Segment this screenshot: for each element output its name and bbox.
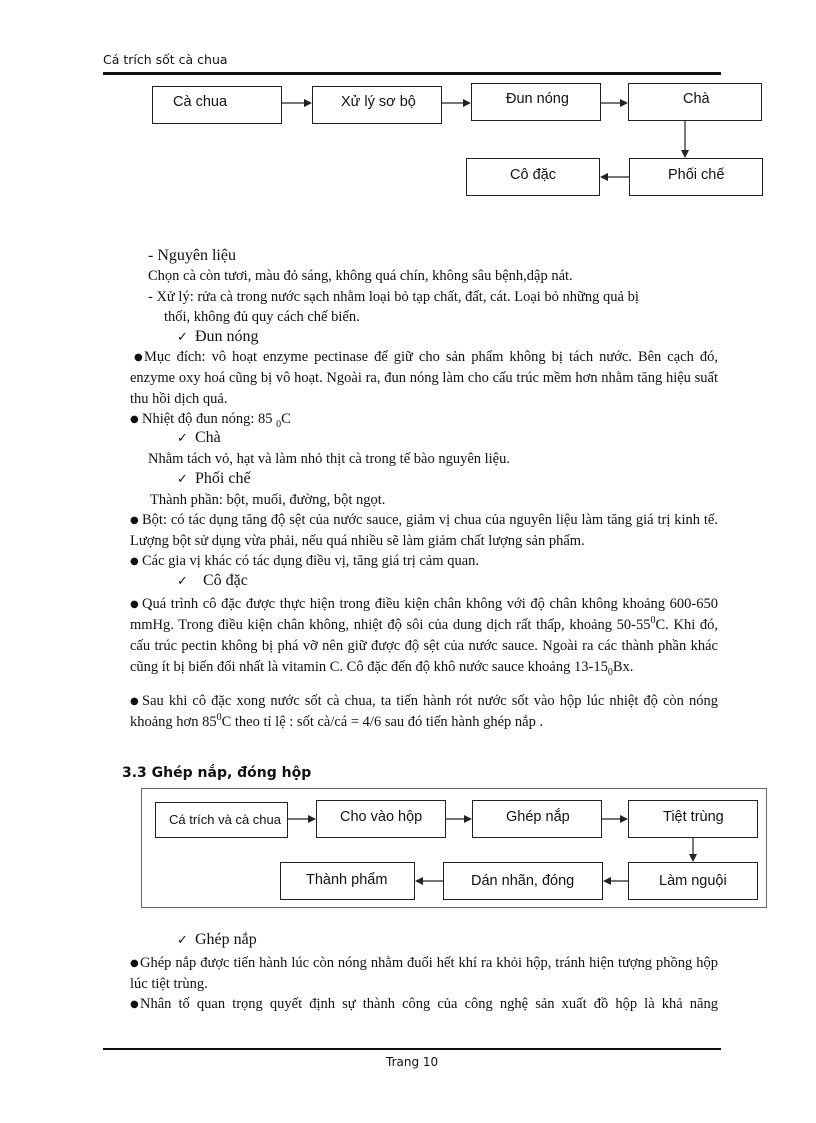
raw-material-heading: - Nguyên liệu <box>148 247 236 264</box>
processing-text-cont: thối, không đủ quy cách chế biến. <box>164 309 360 325</box>
flow-box-label: Chà <box>683 91 710 107</box>
flow-box-label: Dán nhãn, đóng <box>471 873 575 889</box>
flow-box-label: Đun nóng <box>506 91 569 107</box>
flow-arrows <box>0 0 816 220</box>
flow-box-label: Cá trích và cà chua <box>169 812 281 827</box>
section-title: 3.3 Ghép nắp, đóng hộp <box>122 765 312 781</box>
checkmark-icon: ✓ <box>177 472 188 487</box>
seaming-paragraph: ●Ghép nắp được tiến hành lúc còn nóng nhằm đuổi hết khí ra khỏi hộp, tránh hiện tượng phồng hộp lúc tiệt trùng. <box>130 955 718 992</box>
flow-box-label: Thành phẩm <box>306 872 388 888</box>
running-header: Cá trích sốt cà chua <box>103 52 228 67</box>
bullet-icon: ● <box>130 599 139 610</box>
flow-box-label: Phối chế <box>668 167 725 183</box>
pulping-text: Nhằm tách vỏ, hạt và làm nhỏ thịt cà trong tế bào nguyên liệu. <box>148 451 510 467</box>
footer-rule <box>103 1048 721 1050</box>
checkmark-icon: ✓ <box>177 431 188 446</box>
canning-flow-arrows <box>0 780 816 910</box>
flow-box-label: Xử lý sơ bộ <box>341 94 416 110</box>
heating-heading: ✓ Đun nóng <box>177 327 259 348</box>
seaming-heading: ✓ Ghép nắp <box>177 930 257 951</box>
checkmark-icon: ✓ <box>177 330 188 345</box>
bullet-icon: ● <box>130 696 139 707</box>
bullet-icon: ● <box>130 515 139 526</box>
flow-box-label: Cà chua <box>173 94 228 110</box>
bullet-icon: ● <box>130 556 139 567</box>
concentration-paragraph: ● Quá trình cô đặc được thực hiện trong điều kiện chân không với độ chân không khoảng 600-650 mmHg. Trong điều kiện chân không, nhiệt độ sôi của dung dịch rất thấp, khoảng $50-55^0C$. Khi đó, cấu trúc pectin không bị phá vỡ nên giữ được độ sệt của nước sauce. Ngoài ra các thành phần khác cũng ít bị biến đổi nhất là vitamin C. Cô đặc đến độ khô nước sauce khoảng $13-15_0Bx$. <box>130 596 719 678</box>
processing-text: - Xử lý: rửa cà trong nước sạch nhằm loại bỏ tạp chất, đất, cát. Loại bỏ những quả bị <box>148 289 639 305</box>
flow-box-label: Ghép nắp <box>506 809 570 825</box>
flow-box-label: Cho vào hộp <box>340 809 423 825</box>
flow-box-label: Làm nguội <box>659 873 727 889</box>
heating-purpose-paragraph: ●Mục đích: vô hoạt enzyme pectinase để giữ cho sản phẩm không bị tách nước. Bên cạch đó, enzyme oxy hoá cũng bị vô hoạt. Ngoài ra, đun nóng làm cho cấu trúc mềm hơn nhằm tăng hiệu suất thu hồi dịch quả. <box>130 349 718 407</box>
flow-box-label: Cô đặc <box>510 167 556 183</box>
pulping-heading: ✓ Chà <box>177 428 221 449</box>
mixing-spices: ● Các gia vị khác có tác dụng điều vị, tăng giá trị cảm quan. <box>130 551 479 572</box>
mixing-starch-paragraph: ● Bột: có tác dụng tăng độ sệt của nước sauce, giảm vị chua của nguyên liệu làm tăng giá trị kinh tế. Lượng bột sử dụng vừa phải, nếu quá nhiều sẽ làm giảm chất lượng sản phẩm. <box>130 512 718 549</box>
bullet-icon: ● <box>130 958 139 969</box>
flow-box-label: Tiệt trùng <box>663 809 724 825</box>
mixing-ingredients: Thành phần: bột, muối, đường, bột ngọt. <box>150 492 386 508</box>
page-number: Trang 10 <box>386 1055 439 1069</box>
checkmark-icon: ✓ <box>177 574 188 589</box>
mixing-heading: ✓ Phối chế <box>177 469 251 490</box>
bullet-icon: ● <box>130 999 139 1010</box>
bullet-icon: ● <box>130 414 139 425</box>
heating-temperature: ● Nhiệt độ đun nóng: 85 $_0$C <box>130 411 291 430</box>
bullet-icon: ● <box>134 352 143 363</box>
canning-factor-paragraph: ●Nhân tố quan trọng quyết định sự thành công của công nghệ sản xuất đồ hộp là khả năng <box>130 994 718 1015</box>
filling-paragraph: ● Sau khi cô đặc xong nước sốt cà chua, ta tiến hành rót nước sốt vào hộp lúc nhiệt độ còn nóng khoảng hơn $85^0C$ theo tỉ lệ : sốt cà/cá = 4/6 sau đó tiến hành ghép nắp . <box>130 693 718 730</box>
raw-material-text: Chọn cà còn tươi, màu đỏ sáng, không quá chín, không sâu bệnh,dập nát. <box>148 268 573 284</box>
concentration-heading: ✓ Cô đặc <box>177 571 248 592</box>
checkmark-icon: ✓ <box>177 933 188 948</box>
